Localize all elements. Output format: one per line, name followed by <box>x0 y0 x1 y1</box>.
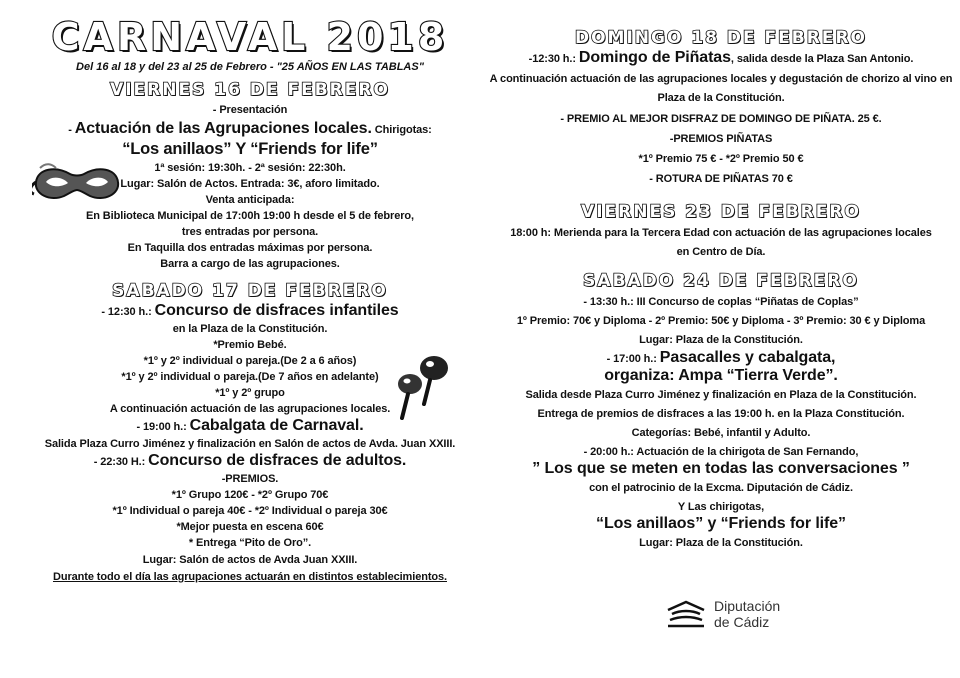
lugar-coplas: Lugar: Plaza de la Constitución. <box>639 334 803 346</box>
carnival-mask-icon <box>32 160 122 206</box>
conversaciones: ” Los que se meten en todas las conversaciones ” <box>532 460 910 477</box>
actuacion-title: Actuación de las Agrupaciones locales. <box>74 120 372 137</box>
grupo: *1º y 2º grupo <box>215 386 285 399</box>
durante-todo-el-dia: Durante todo el día las agrupaciones actuarán en distintos establecimientos. <box>52 570 447 583</box>
diputacion-logo <box>666 598 780 630</box>
organiza-ampa: organiza: Ampa “Tierra Verde”. <box>604 367 838 384</box>
tres-entradas: tres entradas por persona. <box>181 225 319 238</box>
merienda: 18:00 h: Merienda para la Tercera Edad con actuación de las agrupaciones locales <box>510 227 932 239</box>
grupo-premios: *1º Grupo 120€ - *2º Grupo 70€ <box>171 488 329 501</box>
diputacion-logo-text <box>714 598 780 630</box>
page-title: CARNAVAL 2018 <box>51 15 449 59</box>
pito-oro: * Entrega “Pito de Oro”. <box>188 536 312 549</box>
centro-dia: en Centro de Día. <box>676 246 766 258</box>
rotura-pinatas: - ROTURA DE PIÑATAS 70 € <box>649 173 793 185</box>
heading-viernes-16: VIERNES 16 DE FEBRERO <box>110 80 390 100</box>
pasacalles-time: - 17:00 h.: <box>606 353 660 365</box>
heading-sabado-24: SABADO 24 DE FEBRERO <box>583 271 859 291</box>
concurso-infantil <box>8 303 492 319</box>
patrocinio: con el patrocinio de la Excma. Diputación de Cádiz. <box>589 482 853 494</box>
presentacion: - Presentación <box>212 104 288 116</box>
premios-pinatas: -PREMIOS PIÑATAS <box>669 133 773 145</box>
cabalgata-time: - 19:00 h.: <box>136 420 190 433</box>
cabalgata-route: Salida Plaza Curro Jiménez y finalización en Salón de actos de Avda. Juan XXIII. <box>44 437 456 450</box>
plaza-constitucion: Plaza de la Constitución. <box>657 92 785 104</box>
entrega-premios: Entrega de premios de disfraces a las 19:00 h. en la Plaza Constitución. <box>537 408 905 420</box>
y-las-chirigotas: Y Las chirigotas, <box>677 501 765 513</box>
heading-viernes-23: VIERNES 23 DE FEBRERO <box>581 202 861 222</box>
lugar-sabado-24: Lugar: Plaza de la Constitución. <box>639 537 803 549</box>
pinatas-rest: , salida desde la Plaza San Antonio. <box>730 53 914 65</box>
pasacalles-title: Pasacalles y cabalgata, <box>659 349 836 366</box>
chirigotas-sabado: “Los anillaos” y “Friends for life” <box>596 515 846 532</box>
pinatas-title: Domingo de Piñatas <box>578 49 731 66</box>
concurso-adultos <box>8 453 492 469</box>
individual-2-6: *1º y 2º individual o pareja.(De 2 a 6 años) <box>143 354 357 367</box>
chirigotas-names: “Los anillaos” Y “Friends for life” <box>122 140 378 158</box>
infantil-place: en la Plaza de la Constitución. <box>172 322 328 335</box>
premio-disfraz: - PREMIO AL MEJOR DISFRAZ DE DOMINGO DE PIÑATA. 25 €. <box>560 113 882 125</box>
premios-valores: *1º Premio 75 € - *2º Premio 50 € <box>638 153 804 165</box>
adultos-time: - 22:30 H.: <box>93 455 149 468</box>
salida-curro: Salida desde Plaza Curro Jiménez y finalización en Plaza de la Constitución. <box>525 389 917 401</box>
lugar-sabado: Lugar: Salón de actos de Avda Juan XXIII. <box>142 553 358 566</box>
mejor-puesta: *Mejor puesta en escena 60€ <box>176 520 324 533</box>
individual-7: *1º y 2º individual o pareja.(De 7 años en adelante) <box>121 370 379 383</box>
logo-line-2: de Cádiz <box>714 614 770 631</box>
heading-sabado-17: SABADO 17 DE FEBRERO <box>112 280 388 301</box>
diputacion-logo-icon <box>666 600 706 628</box>
venta-anticipada: Venta anticipada: <box>205 193 295 206</box>
premios-label: -PREMIOS. <box>221 472 279 485</box>
logo-line-1: Diputación <box>714 598 781 614</box>
categorias: Categorías: Bebé, infantil y Adulto. <box>631 427 811 439</box>
lugar-viernes: Lugar: Salón de Actos. Entrada: 3€, aforo limitado. <box>120 177 380 190</box>
page-subtitle: Del 16 al 18 y del 23 al 25 de Febrero - "25 AÑOS EN LAS TABLAS" <box>76 61 424 73</box>
continuacion-domingo: A continuación actuación de las agrupaciones locales y degustación de chorizo al vino en <box>489 73 953 85</box>
premios-coplas: 1º Premio: 70€ y Diploma - 2º Premio: 50€ y Diploma - 3º Premio: 30 € y Diploma <box>516 315 926 327</box>
infantil-time: - 12:30 h.: <box>101 305 155 318</box>
actuacion-agrupaciones <box>8 121 492 137</box>
left-column <box>8 0 492 583</box>
adultos-title: Concurso de disfraces de adultos. <box>148 451 407 469</box>
individual-premios: *1º Individual o pareja 40€ - *2º Individual o pareja 30€ <box>112 504 388 517</box>
actuacion-lead: - <box>68 124 75 136</box>
barra: Barra a cargo de las agrupaciones. <box>160 257 340 270</box>
concurso-coplas: - 13:30 h.: III Concurso de coplas “Piñatas de Coplas” <box>583 296 859 308</box>
premio-bebe: *Premio Bebé. <box>213 338 287 351</box>
chirigota-san-fernando: - 20:00 h.: Actuación de la chirigota de San Fernando, <box>583 446 859 458</box>
domingo-pinatas <box>488 50 954 66</box>
pasacalles <box>488 350 954 366</box>
right-column <box>488 0 954 549</box>
heading-domingo-18: DOMINGO 18 DE FEBRERO <box>574 28 867 48</box>
maracas-icon <box>394 354 452 424</box>
pinatas-time: -12:30 h.: <box>528 53 579 65</box>
sesiones: 1ª sesión: 19:30h. - 2ª sesión: 22:30h. <box>154 161 346 174</box>
continuacion-sabado: A continuación actuación de las agrupaciones locales. <box>109 402 391 415</box>
biblioteca: En Biblioteca Municipal de 17:00h 19:00 h desde el 5 de febrero, <box>86 209 414 222</box>
actuacion-chirigotas-label: Chirigotas: <box>371 124 432 136</box>
infantil-title: Concurso de disfraces infantiles <box>154 301 399 319</box>
cabalgata-title: Cabalgata de Carnaval. <box>189 416 364 434</box>
taquilla: En Taquilla dos entradas máximas por persona. <box>127 241 373 254</box>
